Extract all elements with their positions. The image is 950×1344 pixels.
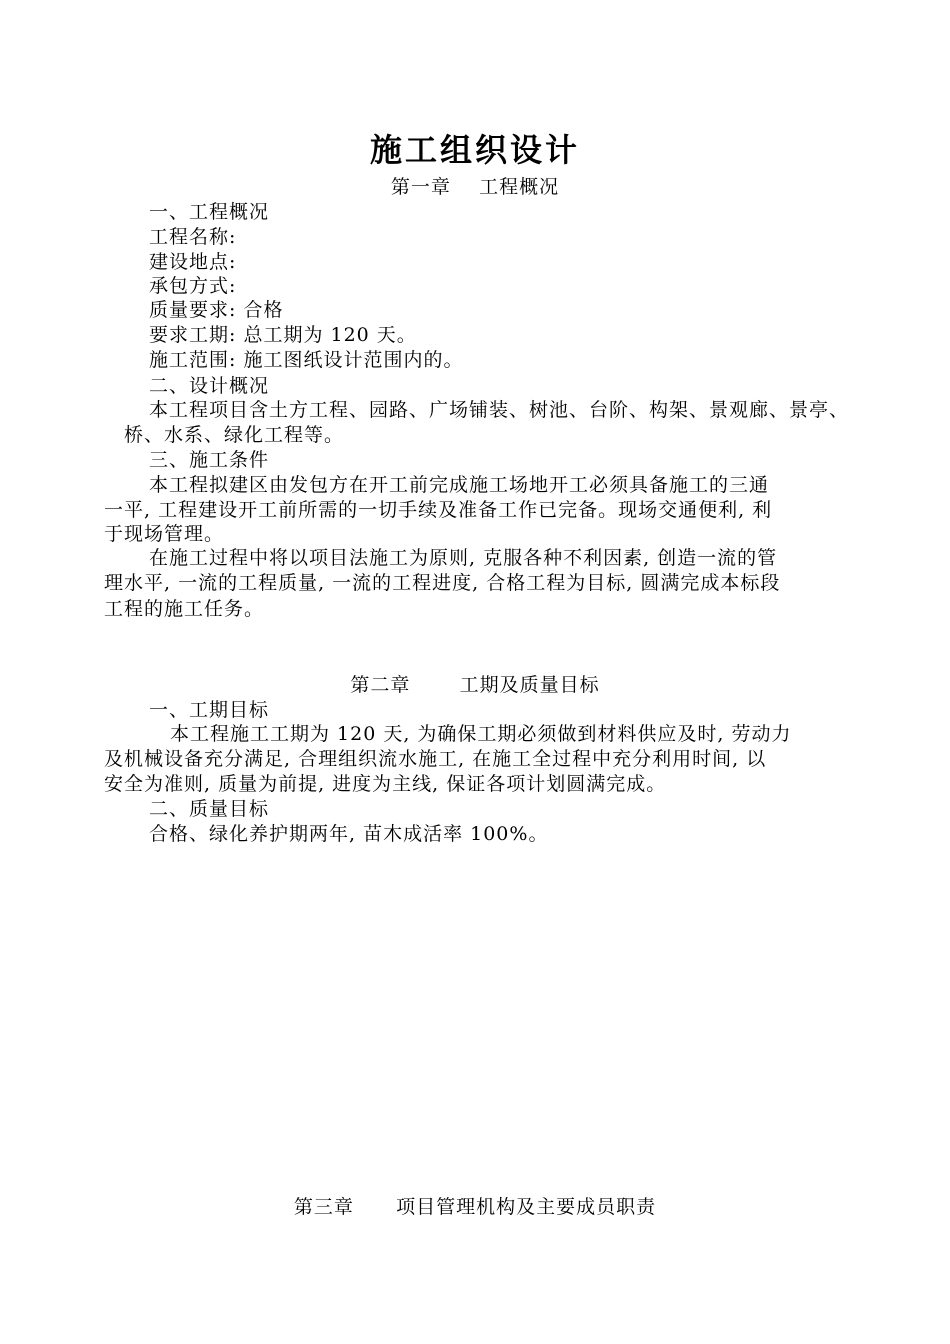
location-field: 建设地点: [149, 251, 237, 273]
contract-mode-field: 承包方式: [149, 275, 237, 297]
conditions-paragraph-line-1: 本工程拟建区由发包方在开工前完成施工场地开工必须具备施工的三通 [149, 474, 770, 496]
chapter-1-heading: 第一章 工程概况 [390, 176, 560, 198]
section-heading-quality-target: 二、质量目标 [149, 798, 270, 820]
goal-paragraph-line-2: 理水平, 一流的工程质量, 一流的工程进度, 合格工程为目标, 圆满完成本标段 [104, 572, 781, 594]
design-paragraph-line-2: 桥、水系、绿化工程等。 [124, 424, 345, 446]
schedule-paragraph-line-2: 及机械设备充分满足, 合理组织流水施工, 在施工全过程中充分利用时间, 以 [104, 748, 767, 770]
goal-paragraph-line-3: 工程的施工任务。 [104, 598, 265, 620]
project-name-field: 工程名称: [149, 226, 237, 248]
chapter-3-heading: 第三章 项目管理机构及主要成员职责 [293, 1196, 657, 1218]
conditions-paragraph-line-2: 一平, 工程建设开工前所需的一切手续及准备工作已完备。现场交通便利, 利 [104, 499, 773, 521]
section-heading-project-overview: 一、工程概况 [149, 201, 270, 223]
schedule-paragraph-line-1: 本工程施工工期为 120 天, 为确保工期必须做到材料供应及时, 劳动力 [170, 723, 792, 745]
conditions-paragraph-line-3: 于现场管理。 [104, 523, 225, 545]
section-heading-schedule-target: 一、工期目标 [149, 699, 270, 721]
quality-target-line: 合格、绿化养护期两年, 苗木成活率 100%。 [149, 823, 549, 845]
quality-requirement-field: 质量要求: 合格 [149, 299, 284, 321]
goal-paragraph-line-1: 在施工过程中将以项目法施工为原则, 克服各种不利因素, 创造一流的管 [149, 547, 778, 569]
section-heading-construction-conditions: 三、施工条件 [149, 449, 270, 471]
document-title: 施工组织设计 [369, 131, 580, 169]
duration-field: 要求工期: 总工期为 120 天。 [149, 324, 417, 346]
design-paragraph-line-1: 本工程项目含土方工程、园路、广场铺装、树池、台阶、构架、景观廊、景亭、 [149, 399, 850, 421]
section-heading-design-overview: 二、设计概况 [149, 375, 270, 397]
chapter-2-heading: 第二章 工期及质量目标 [350, 674, 600, 696]
schedule-paragraph-line-3: 安全为准则, 质量为前提, 进度为主线, 保证各项计划圆满完成。 [104, 773, 667, 795]
scope-field: 施工范围: 施工图纸设计范围内的。 [149, 349, 464, 371]
